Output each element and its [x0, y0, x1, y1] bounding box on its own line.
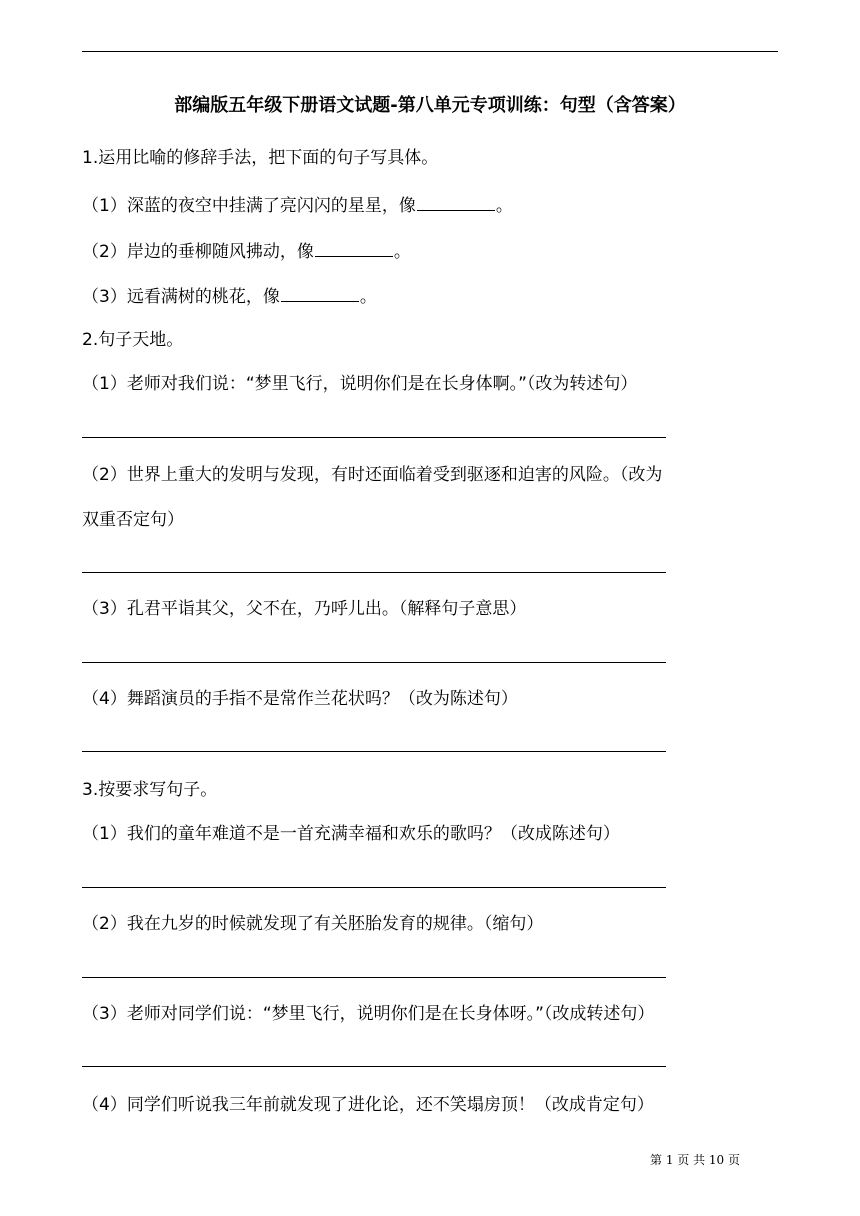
answer-line[interactable] — [82, 887, 666, 888]
q1-stem: 1.运用比喻的修辞手法，把下面的句子写具体。 — [82, 148, 439, 168]
q3-item-3: （3）老师对同学们说：“梦里飞行，说明你们是在长身体呀。”（改成转述句） — [82, 1004, 655, 1024]
q1-item-2: （2）岸边的垂柳随风拂动，像 。 — [82, 238, 411, 264]
q2-stem: 2.句子天地。 — [82, 330, 184, 350]
q3-item-4: （4）同学们听说我三年前就发现了进化论，还不笑塌房顶！（改成肯定句） — [82, 1095, 654, 1115]
answer-line[interactable] — [82, 572, 666, 573]
q1-item-1-blank[interactable] — [417, 192, 495, 211]
q2-item-4: （4）舞蹈演员的手指不是常作兰花状吗？（改为陈述句） — [82, 689, 518, 709]
page-title: 部编版五年级下册语文试题-第八单元专项训练：句型（含答案） — [174, 95, 686, 116]
q3-item-2: （2）我在九岁的时候就发现了有关胚胎发育的规律。（缩句） — [82, 914, 544, 934]
q1-item-1-text: （1）深蓝的夜空中挂满了亮闪闪的星星，像 — [82, 196, 416, 216]
q3-stem: 3.按要求写句子。 — [82, 780, 218, 800]
answer-line[interactable] — [82, 662, 666, 663]
q1-item-1: （1）深蓝的夜空中挂满了亮闪闪的星星，像 。 — [82, 192, 513, 218]
q1-item-2-blank[interactable] — [315, 238, 393, 257]
answer-line[interactable] — [82, 437, 666, 438]
answer-line[interactable] — [82, 1066, 666, 1067]
header-rule — [82, 51, 778, 52]
q1-item-2-text: （2）岸边的垂柳随风拂动，像 — [82, 242, 314, 262]
q1-item-3: （3）远看满树的桃花，像 。 — [82, 283, 377, 309]
q3-item-1: （1）我们的童年难道不是一首充满幸福和欢乐的歌吗？（改成陈述句） — [82, 824, 620, 844]
q1-item-3-blank[interactable] — [281, 283, 359, 302]
page-footer: 第 1 页 共 10 页 — [650, 1153, 740, 1167]
q2-item-2: （2）世界上重大的发明与发现，有时还面临着受到驱逐和迫害的风险。（改为 — [82, 465, 663, 485]
q2-item-3: （3）孔君平诣其父，父不在，乃呼儿出。（解释句子意思） — [82, 599, 527, 619]
q1-item-3-text: （3）远看满树的桃花，像 — [82, 287, 280, 307]
answer-line[interactable] — [82, 977, 666, 978]
answer-line[interactable] — [82, 751, 666, 752]
q2-item-1: （1）老师对我们说：“梦里飞行，说明你们是在长身体啊。”（改为转述句） — [82, 374, 638, 394]
q2-item-2-cont: 双重否定句） — [82, 510, 184, 530]
